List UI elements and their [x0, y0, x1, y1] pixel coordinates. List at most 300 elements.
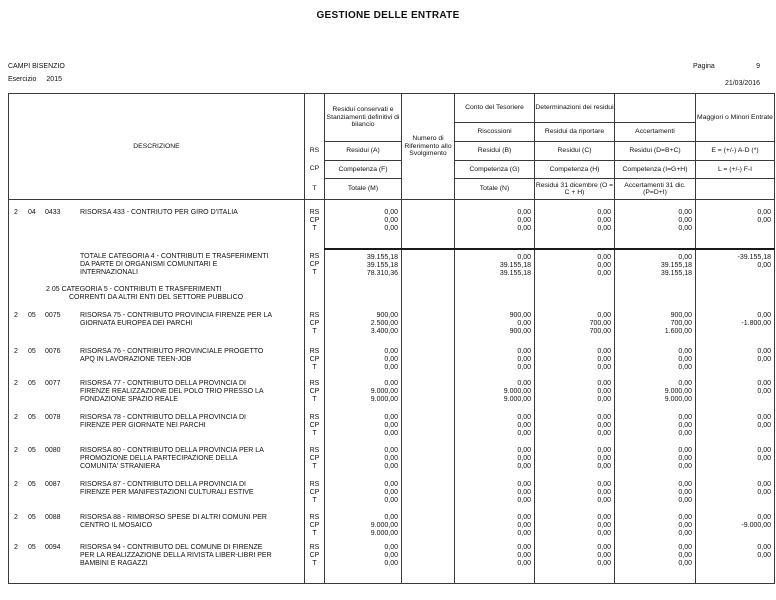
amount-value: 0,00	[384, 496, 398, 504]
col-conto-tesoriere-cell	[455, 443, 535, 477]
amount-value: 0,00	[517, 543, 531, 551]
row-description-cell	[9, 443, 305, 477]
row-description-line: RISORSA 78 - CONTRIBUTO DELLA PROVINCIA DI	[80, 413, 246, 421]
amount-value: 39.155,18	[366, 253, 398, 261]
amount-value: 0,00	[678, 543, 692, 551]
amount-value: 0,00	[597, 513, 611, 521]
row-code-part: 0088	[45, 513, 61, 521]
row-description-line: RISORSA 75 - CONTRIBUTO PROVINCIA FIRENZE PER LA	[80, 311, 273, 319]
col-determinazioni-residui-cell	[535, 200, 615, 249]
col-accertamenti-cell	[615, 342, 696, 376]
row-rs-cp-t-cell	[305, 477, 325, 510]
row-rs-label: RS	[309, 347, 320, 355]
amount-value: 0,00	[384, 217, 398, 224]
amount-value: 0,00	[757, 261, 771, 269]
row-code-part: 0077	[45, 379, 61, 387]
table-row	[9, 342, 775, 376]
amount-value: 0,00	[597, 261, 611, 269]
amount-value: 900,00	[376, 311, 398, 319]
col-maggiori-minori-cell	[696, 510, 775, 539]
header-rs-cp-t	[305, 94, 325, 200]
row-code-part: 2	[14, 379, 18, 387]
amount-value: 0,00	[597, 269, 611, 277]
row-description-line: FIRENZE PER MANIFESTAZIONI CULTURALI ESTIVE	[80, 488, 254, 496]
col-determinazioni-residui-cell	[535, 342, 615, 376]
amount-value: 2.500,00	[370, 319, 398, 327]
row-rs-cp-t-cell	[305, 342, 325, 376]
row-rs-label: CP	[309, 217, 320, 224]
amount-value: 0,00	[757, 311, 771, 319]
amount-value: 0,00	[678, 217, 692, 224]
header-accertamenti-31-dic: Accertamenti 31 dic. (P=D+I)	[615, 179, 696, 200]
col-accertamenti-cell	[615, 510, 696, 539]
row-rs-label: CP	[309, 421, 320, 429]
row-description-line: TOTALE CATEGORIA 4 - CONTRIBUTI E TRASFERIMENTI	[80, 252, 269, 260]
amount-value: 0,00	[384, 551, 398, 559]
row-rs-label: T	[312, 363, 317, 371]
col-residui-conservati-cell	[325, 200, 402, 249]
row-code-part: 05	[28, 379, 36, 387]
amount-value: 0,00	[678, 209, 692, 216]
row-rs-label: RS	[309, 513, 320, 521]
amount-value: 0,00	[678, 480, 692, 488]
row-rs-cp-t-cell	[305, 510, 325, 539]
row-description-line: PER LA REALIZZAZIONE DELLA RIVISTA LIBER-LIBRI PER	[80, 551, 272, 559]
row-rs-cp-t-cell	[305, 539, 325, 584]
section-row	[9, 282, 775, 308]
row-code-part: 05	[28, 413, 36, 421]
row-code-part: 2	[14, 347, 18, 355]
amount-value: 900,00	[509, 327, 531, 335]
amount-value: 0,00	[517, 217, 531, 224]
amount-value: 9.000,00	[503, 387, 531, 395]
amount-value: 0,00	[757, 209, 771, 216]
row-code-part: 2	[14, 209, 18, 216]
row-code-part: 2	[14, 513, 18, 521]
row-description-line: RISORSA 80 - CONTRIBUTO DELLA PROVINCIA PER LA	[80, 446, 264, 454]
row-rs-label: CP	[309, 454, 320, 462]
amount-value: 0,00	[597, 429, 611, 437]
amount-value: 0,00	[597, 217, 611, 224]
amount-value: 39.155,18	[660, 269, 692, 277]
row-code-part: 2	[14, 413, 18, 421]
row-code-part: 05	[28, 543, 36, 551]
page-label: Pagina	[693, 63, 715, 70]
row-rs-label: T	[312, 268, 317, 276]
amount-value: 0,00	[517, 413, 531, 421]
amount-value: 9.000,00	[664, 387, 692, 395]
amount-value: 0,00	[517, 454, 531, 462]
row-code-part: 2	[14, 543, 18, 551]
row-description-line: BAMBINI E RAGAZZI	[80, 559, 148, 567]
amount-value: 0,00	[517, 462, 531, 470]
exercise-line	[8, 76, 62, 83]
header-residui-conservati: Residui conservati e Stanziamenti definitivi di bilancio	[325, 94, 402, 142]
row-rs-label: RS	[309, 252, 320, 260]
amount-value: 0,00	[678, 462, 692, 470]
col-maggiori-minori-cell	[696, 249, 775, 282]
amount-value: 0,00	[678, 413, 692, 421]
header-residui-a: Residui (A)	[325, 142, 402, 161]
amount-value: 0,00	[597, 521, 611, 529]
amount-value: 0,00	[384, 421, 398, 429]
amount-value: 0,00	[517, 480, 531, 488]
header-empty-cell	[696, 179, 775, 200]
col-accertamenti-cell	[615, 200, 696, 249]
row-rs-label: CP	[309, 387, 320, 395]
row-rs-label: CP	[309, 551, 320, 559]
amount-value: 700,00	[589, 327, 611, 335]
amount-value: 9.000,00	[370, 387, 398, 395]
row-description-line: RISORSA 88 - RIMBORSO SPESE DI ALTRI COMUNI PER	[80, 513, 267, 521]
table-header	[9, 94, 775, 200]
amount-value: 0,00	[517, 209, 531, 216]
amount-value: 9.000,00	[370, 395, 398, 403]
amount-value: 0,00	[757, 379, 771, 387]
table-row	[9, 200, 775, 249]
row-rs-cp-t-cell	[305, 200, 325, 249]
header-riscossioni: Riscossioni	[455, 123, 535, 142]
amount-value: 0,00	[384, 446, 398, 454]
row-description-cell	[9, 249, 305, 282]
amount-value: 0,00	[597, 347, 611, 355]
row-code-part: 2	[14, 446, 18, 454]
page-title: GESTIONE DELLE ENTRATE	[316, 10, 460, 21]
col-maggiori-minori-cell	[696, 342, 775, 376]
amount-value: 0,00	[384, 480, 398, 488]
amount-value: 0,00	[384, 513, 398, 521]
row-rs-label: T	[312, 429, 317, 437]
row-code-part: 05	[28, 480, 36, 488]
amount-value: 0,00	[678, 513, 692, 521]
amount-value: 700,00	[670, 319, 692, 327]
amount-value: 0,00	[678, 253, 692, 261]
row-rs-label: T	[312, 395, 317, 403]
row-rs-cp-t-cell	[305, 410, 325, 443]
header-conto-tesoriere: Conto del Tesoriere	[455, 94, 535, 123]
amount-value: 0,00	[757, 387, 771, 395]
amount-value: 0,00	[757, 355, 771, 363]
table-row	[9, 443, 775, 477]
col-accertamenti-cell	[615, 376, 696, 410]
amount-value: 0,00	[597, 387, 611, 395]
table-body	[9, 200, 775, 584]
row-description-cell	[9, 477, 305, 510]
row-description-line: INTERNAZIONALI	[80, 268, 138, 276]
col-conto-tesoriere-cell	[455, 249, 535, 282]
row-rs-label: RS	[309, 413, 320, 421]
amount-value: 0,00	[757, 217, 771, 224]
row-rs-label: RS	[309, 480, 320, 488]
col-maggiori-minori-cell	[696, 376, 775, 410]
amount-value: 0,00	[384, 379, 398, 387]
amount-value: 0,00	[597, 421, 611, 429]
amount-value: 0,00	[757, 421, 771, 429]
amount-value: 0,00	[597, 311, 611, 319]
row-code-part: 05	[28, 446, 36, 454]
amount-value: 0,00	[517, 551, 531, 559]
col-maggiori-minori-cell	[696, 539, 775, 584]
row-rs-label: T	[312, 462, 317, 470]
amount-value: 39.155,18	[499, 269, 531, 277]
row-rs-label: RS	[309, 209, 320, 216]
col-determinazioni-residui-cell	[535, 376, 615, 410]
row-description-cell	[9, 510, 305, 539]
row-rs-label: CP	[309, 488, 320, 496]
amount-value: 0,00	[678, 225, 692, 232]
amount-value: 0,00	[678, 496, 692, 504]
col-maggiori-minori-cell	[696, 410, 775, 443]
row-description-line: PROMOZIONE DELLA PARTECIPAZIONE DELLA	[80, 454, 238, 462]
row-rs-cp-t-cell	[305, 376, 325, 410]
col-residui-conservati-cell	[325, 342, 402, 376]
col-maggiori-minori-cell	[696, 308, 775, 342]
header-rs-label: RS	[309, 146, 320, 154]
row-description-line: RISORSA 433 - CONTRIUTO PER GIRO D'ITALIA	[80, 209, 238, 216]
header-competenza-g: Competenza (G)	[455, 161, 535, 179]
col-numero-riferimento-cell	[402, 249, 455, 282]
amount-value: 0,00	[678, 421, 692, 429]
col-residui-conservati-cell	[325, 282, 402, 308]
row-description-cell	[9, 342, 305, 376]
row-code-part: 0094	[45, 543, 61, 551]
amount-value: 0,00	[678, 429, 692, 437]
amount-value: 1.600,00	[664, 327, 692, 335]
table-row	[9, 539, 775, 584]
header-empty-cell	[615, 94, 696, 123]
col-residui-conservati-cell	[325, 477, 402, 510]
header-competenza-f: Competenza (F)	[325, 161, 402, 179]
row-code-part: 05	[28, 513, 36, 521]
page-number-line	[693, 63, 760, 70]
amount-value: 0,00	[384, 488, 398, 496]
col-conto-tesoriere-cell	[455, 539, 535, 584]
col-numero-riferimento-cell	[402, 308, 455, 342]
amount-value: 78.310,36	[366, 269, 398, 277]
col-accertamenti-cell	[615, 282, 696, 308]
amount-value: 0,00	[517, 347, 531, 355]
amount-value: 0,00	[678, 355, 692, 363]
amount-value: 0,00	[597, 395, 611, 403]
total-row	[9, 249, 775, 282]
col-numero-riferimento-cell	[402, 200, 455, 249]
amount-value: 39.155,18	[499, 261, 531, 269]
row-description-line: RISORSA 77 - CONTRIBUTO DELLA PROVINCIA DI	[80, 379, 246, 387]
amount-value: 0,00	[678, 379, 692, 387]
amount-value: 0,00	[517, 319, 531, 327]
row-rs-label: RS	[309, 543, 320, 551]
amount-value: 0,00	[678, 347, 692, 355]
col-conto-tesoriere-cell	[455, 308, 535, 342]
row-rs-label: T	[312, 225, 317, 232]
row-code-part: 0076	[45, 347, 61, 355]
header-descrizione: DESCRIZIONE	[9, 94, 305, 200]
amount-value: 9.000,00	[370, 521, 398, 529]
amount-value: 0,00	[757, 446, 771, 454]
row-description-cell	[9, 282, 305, 308]
table-row	[9, 477, 775, 510]
amount-value: 0,00	[597, 454, 611, 462]
row-description-cell	[9, 376, 305, 410]
row-description-line: APQ IN LAVORAZIONE TEEN-JOB	[80, 355, 192, 363]
amount-value: 0,00	[597, 363, 611, 371]
row-rs-cp-t-cell	[305, 308, 325, 342]
row-description-line: CORRENTI DA ALTRI ENTI DEL SETTORE PUBBLICO	[69, 293, 244, 301]
amount-value: 0,00	[678, 488, 692, 496]
table-row	[9, 410, 775, 443]
row-description-line: RISORSA 94 - CONTRIBUTO DEL COMUNE DI FIRENZE	[80, 543, 263, 551]
header-competenza-i: Competenza (I=G+H)	[615, 161, 696, 179]
col-residui-conservati-cell	[325, 539, 402, 584]
row-rs-cp-t-cell	[305, 249, 325, 282]
col-determinazioni-residui-cell	[535, 249, 615, 282]
amount-value: 0,00	[517, 488, 531, 496]
col-maggiori-minori-cell	[696, 477, 775, 510]
row-rs-label: RS	[309, 446, 320, 454]
amount-value: 0,00	[517, 521, 531, 529]
amount-value: 0,00	[597, 543, 611, 551]
amount-value: 0,00	[757, 488, 771, 496]
header-maggiori-minori: Maggiori o Minori Entrate	[696, 94, 775, 142]
amount-value: 39.155,18	[660, 261, 692, 269]
amount-value: 0,00	[757, 347, 771, 355]
row-description-line: FIRENZE REALIZZAZIONE DEL POLO TRIO PRESSO LA	[80, 387, 264, 395]
amount-value: 0,00	[597, 488, 611, 496]
col-accertamenti-cell	[615, 410, 696, 443]
header-totale-n: Totale (N)	[455, 179, 535, 200]
col-conto-tesoriere-cell	[455, 282, 535, 308]
col-accertamenti-cell	[615, 539, 696, 584]
amount-value: 0,00	[597, 225, 611, 232]
header-residui-c: Residui (C)	[535, 142, 615, 161]
amount-value: 0,00	[384, 543, 398, 551]
amount-value: 0,00	[384, 355, 398, 363]
table-row	[9, 376, 775, 410]
amount-value: -9.000,00	[741, 521, 771, 529]
amount-value: 3.400,00	[370, 327, 398, 335]
amount-value: 0,00	[517, 421, 531, 429]
amount-value: 0,00	[678, 454, 692, 462]
amount-value: 0,00	[757, 454, 771, 462]
amount-value: 0,00	[678, 551, 692, 559]
amount-value: -39.155,18	[737, 253, 771, 261]
header-residui-d: Residui (D=B+C)	[615, 142, 696, 161]
col-residui-conservati-cell	[325, 308, 402, 342]
col-conto-tesoriere-cell	[455, 200, 535, 249]
row-rs-cp-t-cell	[305, 282, 325, 308]
amount-value: 0,00	[384, 347, 398, 355]
row-description-line: CENTRO IL MOSAICO	[80, 521, 153, 529]
page-number: 9	[756, 63, 760, 70]
col-determinazioni-residui-cell	[535, 410, 615, 443]
row-code-part: 0080	[45, 446, 61, 454]
header-totale-m: Totale (M)	[325, 179, 402, 200]
row-description-line: DA PARTE DI ORGANISMI COMUNITARI E	[80, 260, 218, 268]
col-determinazioni-residui-cell	[535, 510, 615, 539]
col-determinazioni-residui-cell	[535, 477, 615, 510]
header-formula-l: L = (+/-) F-I	[696, 161, 775, 179]
print-date: 21/03/2016	[724, 80, 760, 87]
amount-value: -1.800,00	[741, 319, 771, 327]
amount-value: 0,00	[597, 462, 611, 470]
col-numero-riferimento-cell	[402, 477, 455, 510]
col-accertamenti-cell	[615, 443, 696, 477]
amount-value: 0,00	[678, 529, 692, 537]
row-code-part: 0087	[45, 480, 61, 488]
amount-value: 0,00	[757, 513, 771, 521]
amount-value: 0,00	[517, 355, 531, 363]
amount-value: 900,00	[509, 311, 531, 319]
amount-value: 0,00	[384, 413, 398, 421]
amount-value: 9.000,00	[370, 529, 398, 537]
amount-value: 9.000,00	[503, 395, 531, 403]
amount-value: 0,00	[517, 379, 531, 387]
amount-value: 0,00	[757, 543, 771, 551]
amount-value: 0,00	[597, 496, 611, 504]
col-numero-riferimento-cell	[402, 376, 455, 410]
amount-value: 700,00	[589, 319, 611, 327]
exercise-year: 2015	[46, 76, 62, 83]
amount-value: 0,00	[384, 209, 398, 216]
header-accertamenti: Accertamenti	[615, 123, 696, 142]
col-residui-conservati-cell	[325, 410, 402, 443]
amount-value: 0,00	[597, 529, 611, 537]
amount-value: 0,00	[597, 379, 611, 387]
amount-value: 0,00	[517, 513, 531, 521]
amount-value: 0,00	[678, 446, 692, 454]
amount-value: 0,00	[384, 559, 398, 567]
col-accertamenti-cell	[615, 308, 696, 342]
row-rs-label: T	[312, 529, 317, 537]
col-conto-tesoriere-cell	[455, 410, 535, 443]
row-description-line: FIRENZE PER GIORNATE NEI PARCHI	[80, 421, 206, 429]
amount-value: 0,00	[517, 496, 531, 504]
col-accertamenti-cell	[615, 249, 696, 282]
entity-name: CAMPI BISENZIO	[8, 63, 65, 70]
row-rs-cp-t-cell	[305, 443, 325, 477]
amount-value: 0,00	[384, 225, 398, 232]
row-description-cell	[9, 200, 305, 249]
row-description-line: 2 05 CATEGORIA 5 - CONTRIBUTI E TRASFERIMENTI	[46, 285, 222, 293]
amount-value: 0,00	[597, 253, 611, 261]
row-code-part: 05	[28, 311, 36, 319]
amount-value: 0,00	[757, 480, 771, 488]
col-residui-conservati-cell	[325, 510, 402, 539]
row-code-part: 2	[14, 480, 18, 488]
amount-value: 0,00	[384, 363, 398, 371]
row-code-part: 0078	[45, 413, 61, 421]
col-determinazioni-residui-cell	[535, 282, 615, 308]
amount-value: 0,00	[597, 209, 611, 216]
col-residui-conservati-cell	[325, 249, 402, 282]
amount-value: 0,00	[517, 225, 531, 232]
col-maggiori-minori-cell	[696, 282, 775, 308]
col-conto-tesoriere-cell	[455, 477, 535, 510]
row-description-cell	[9, 539, 305, 584]
header-cp-label: CP	[309, 165, 320, 173]
col-numero-riferimento-cell	[402, 282, 455, 308]
row-description-line: FONDAZIONE SPAZIO REALE	[80, 395, 178, 403]
col-numero-riferimento-cell	[402, 443, 455, 477]
row-rs-label: RS	[309, 311, 320, 319]
exercise-label: Esercizio	[8, 76, 37, 83]
row-description-cell	[9, 410, 305, 443]
amount-value: 0,00	[757, 413, 771, 421]
header-formula-e: E = (+/-) A-D (*)	[696, 142, 775, 161]
table-row	[9, 510, 775, 539]
amount-value: 9.000,00	[664, 395, 692, 403]
amount-value: 0,00	[517, 559, 531, 567]
